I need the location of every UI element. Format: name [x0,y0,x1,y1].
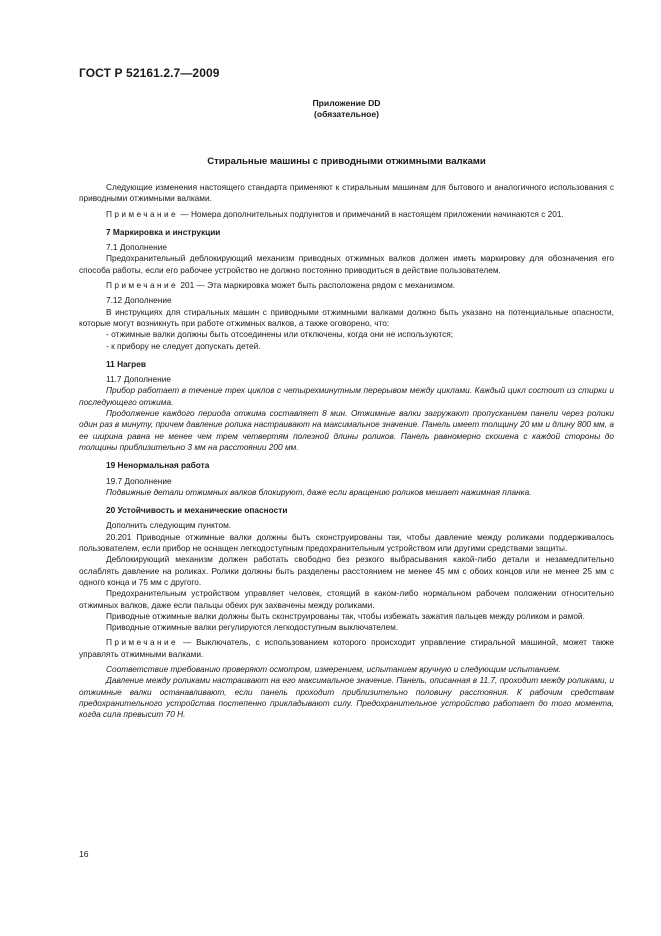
note-1 [79,209,614,220]
note-lead: Примечание [106,280,179,291]
document-title: Стиральные машины с приводными отжимными валками [207,156,486,167]
note-lead: Примечание [106,208,179,219]
clause-11-7-text-a: Прибор работает в течение трех циклов с четырехминутным перерывом между циклами. Каждый цикл состоит из стирки и последующего отжима. [79,385,614,407]
annex-status: (обязательное) [313,109,380,119]
clause-19-7-text: Подвижные детали отжимных валков блокируют, даже если вращению роликов мешает нажимная планка. [106,486,532,497]
compliance-check: Соответствие требованию проверяют осмотром, измерением, испытанием вручную и следующим испытанием. [106,663,561,674]
list-item: - отжимные валки должны быть отсоединены или отключены, когда они не используются; [106,329,454,340]
clause-19-7-head: 19.7 Дополнение [106,475,172,486]
annex-title: Приложение DD [312,98,381,108]
clause-11-7-text-b: Продолжение каждого периода отжима составляет 8 мин. Отжимные валки загружают пропусканием панели через ролики один раз в минуту, причем давление ролика настраивают на максимальное значение. Панель имеет толщину 20 мм и длину 800 мм, а ее ширина равна не менее чем трем четвертям полезной длины роликов. Панель равномерно скошена с каждой стороны до толщины приблизительно 3 мм на расстоянии 200 мм. [79,408,614,452]
section-7-heading: 7 Маркировка и инструкции [106,226,221,237]
test-procedure: Давление между роликами настраивают на его максимальное значение. Панель, описанная в 11.7, проходит между роликами, и отжимные валки останавливают, если панель проходит приблизительно половину расстояния. К рабочим средствам предохранительного устройства постепенно прикладывают силу. Предохранительное устройство работает до того момента, когда сила превысит 70 Н. [79,675,614,720]
note-text: — Выключатель, с использованием которого происходит управление стиральной машиной, может также управлять отжимными валками. [79,637,614,659]
intro-paragraph: Следующие изменения настоящего стандарта применяют к стиральным машинам для бытового и аналогичного использования с приводными отжимными валками. [79,182,614,204]
note-201 [79,280,614,291]
section-20-heading: 20 Устойчивость и механические опасности [106,505,288,516]
annex-heading [79,98,614,120]
list-item: - к прибору не следует допускать детей. [106,340,261,351]
clause-7-1-head: 7.1 Дополнение [106,242,167,253]
note-text: 201 — Эта маркировка может быть расположена рядом с механизмом. [178,280,456,291]
note-text: — Номера дополнительных подпунктов и примечаний в настоящем приложении начинаются с 201. [178,208,564,219]
document-body [79,182,614,720]
clause-20-201: 20.201 Приводные отжимные валки должны быть сконструированы так, чтобы давление между роликами поддерживалось пользователем, если прибор не оснащен легкодоступным предохранительным устройством или другими средствами защиты. [79,531,614,554]
note-lead: Примечание [106,637,179,648]
clause-11-7-head: 11.7 Дополнение [106,374,171,385]
page-number: 16 [79,849,89,859]
switch-paragraph: Приводные отжимные валки регулируются легкодоступным выключателем. [106,622,399,633]
add-clause-note: Дополнить следующим пунктом. [106,520,232,531]
note-switch [79,637,614,660]
guard-paragraph: Предохранительным устройством управляет человек, стоящий в каком-либо нормальном рабочем положении относительно отжимных валков, даже если пальцы обеих рук захвачены между роликами. [79,588,614,610]
standard-header: ГОСТ Р 52161.2.7—2009 [79,66,220,80]
section-19-heading: 19 Ненормальная работа [106,460,210,471]
section-11-heading: 11 Нагрев [106,358,146,369]
clause-7-12-text: В инструкциях для стиральных машин с приводными отжимными валками должно быть указано на потенциальные опасности, которые могут возникнуть при работе отжимных валков, а также оговорено, что: [79,306,614,328]
design-paragraph: Приводные отжимные валки должны быть сконструированы так, чтобы избежать зажатия пальцев между роликом и рамой. [106,610,585,621]
unlock-paragraph: Деблокирующий механизм должен работать свободно без резкого выбрасывания какой-либо детали и незамедлительно ослаблять давление на роликах. Ролики должны быть разделены расстоянием не менее 45 мм с обоих концов или не менее 25 мм с одного конца и 75 мм с другого. [79,554,614,587]
clause-7-12-head: 7.12 Дополнение [106,295,172,306]
clause-7-1-text: Предохранительный деблокирующий механизм приводных отжимных валков должен иметь маркировку для обозначения его способа работы, если его рабочее устройство не должно постоянно приводиться в действие пользователем. [79,253,614,275]
